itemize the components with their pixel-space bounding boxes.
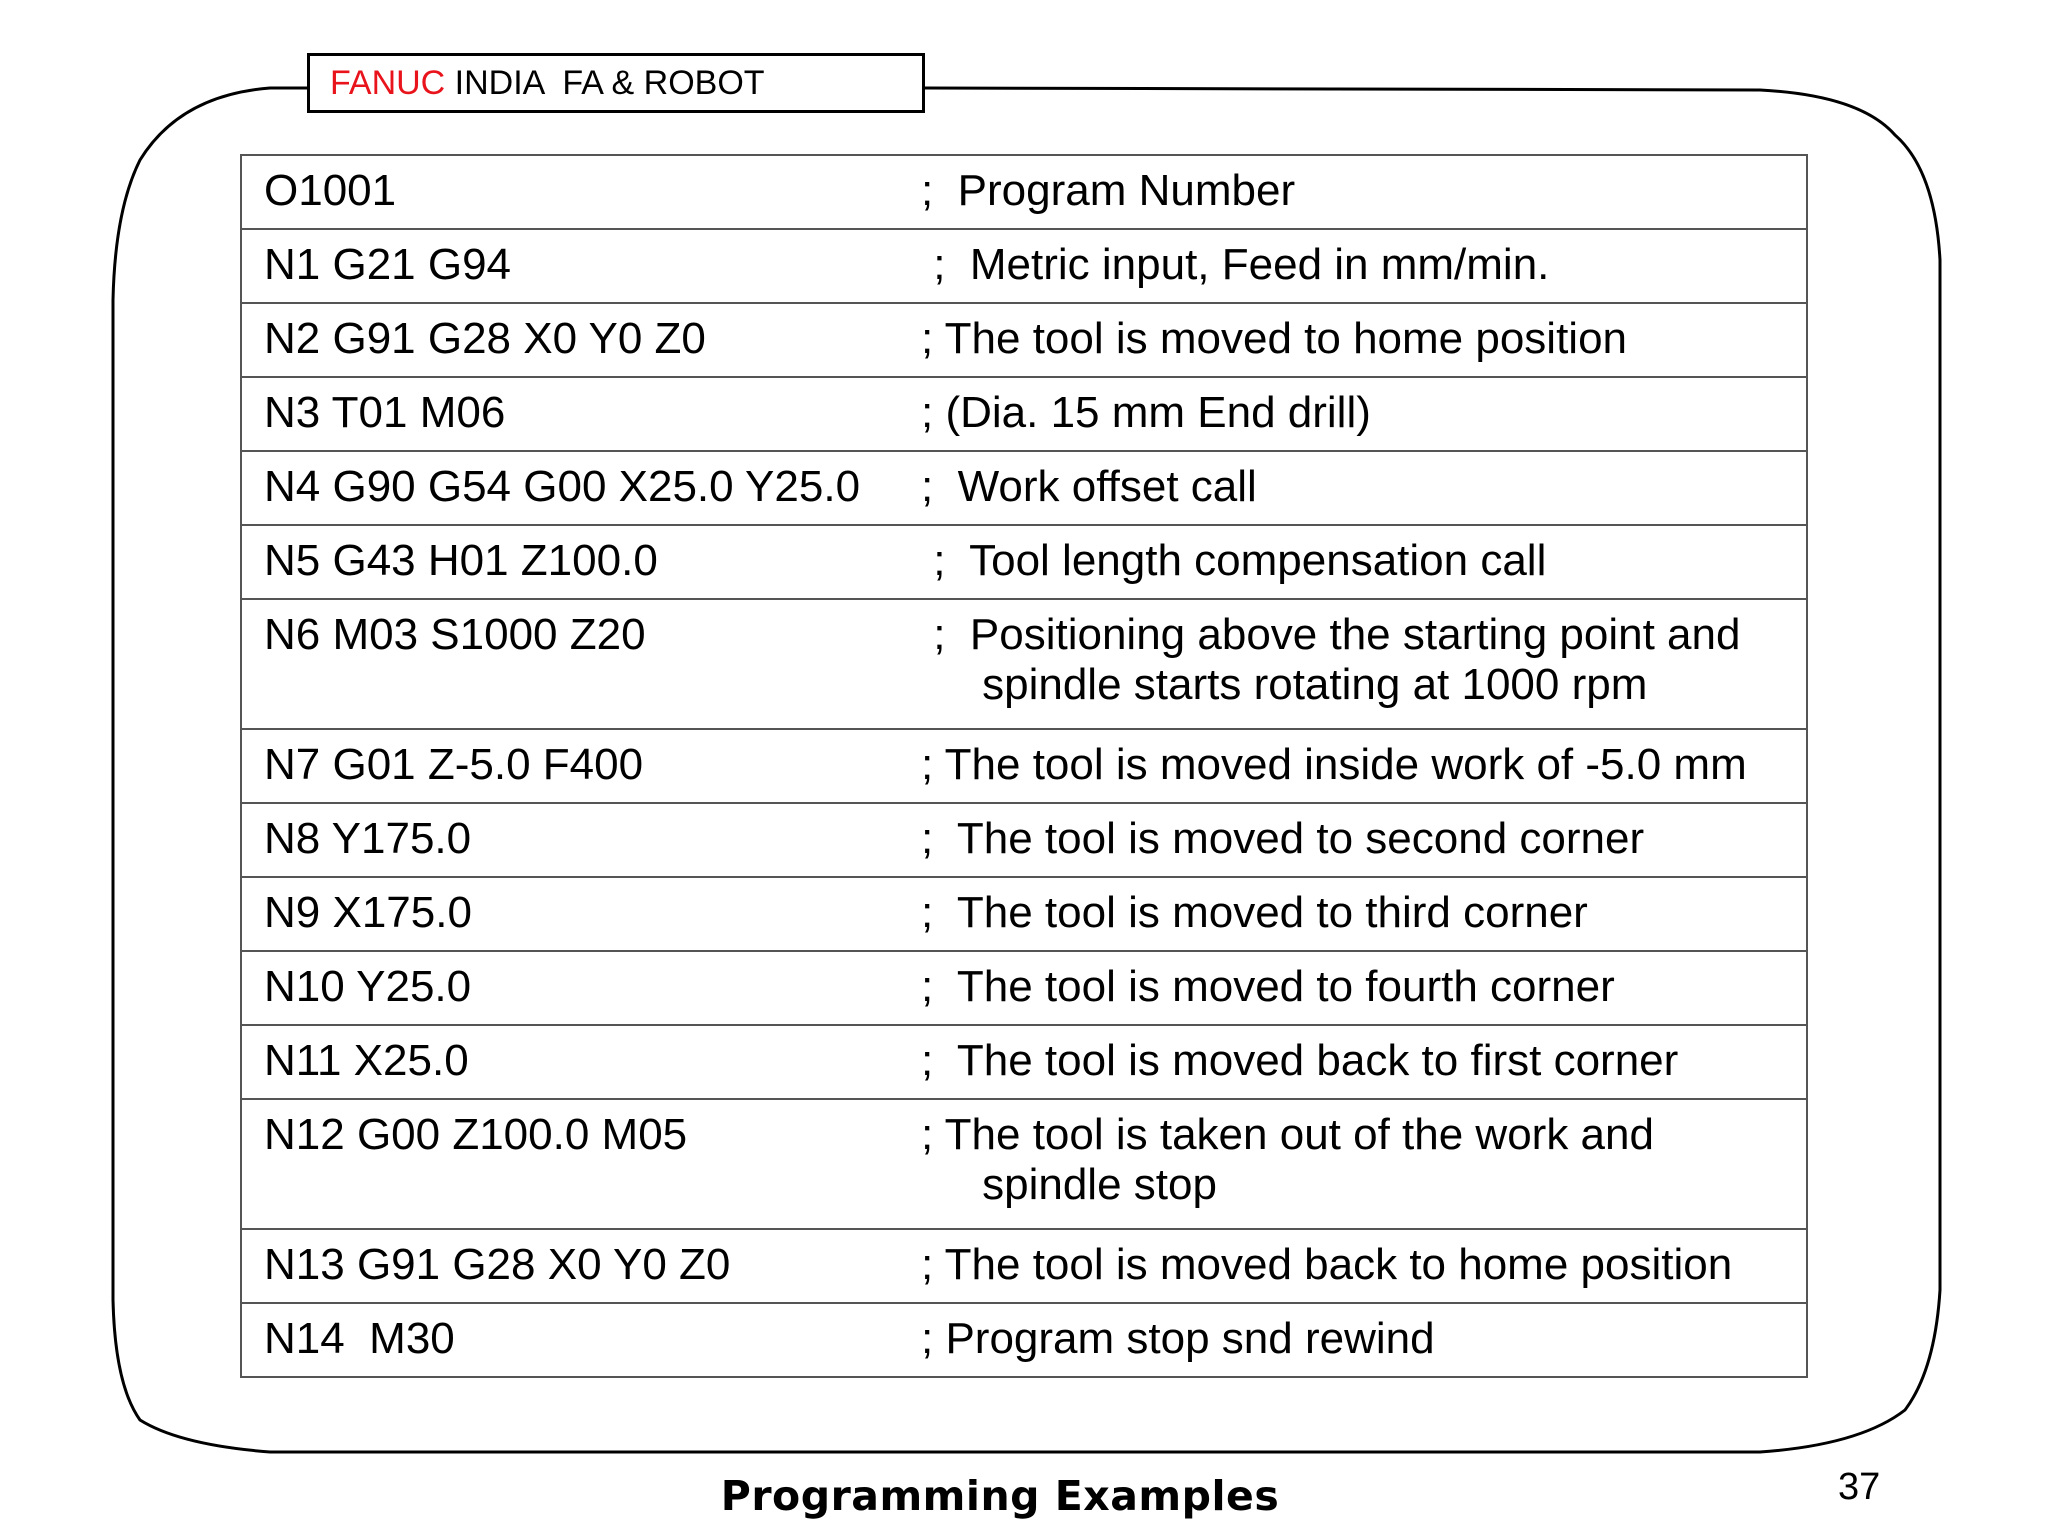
header-subtitle: INDIA FA & ROBOT <box>445 63 765 102</box>
code-cell: N11 X25.0 <box>241 1025 921 1099</box>
cnc-program-table <box>240 154 1808 1378</box>
code-cell: N7 G01 Z-5.0 F400 <box>241 729 921 803</box>
code-cell: N14 M30 <box>241 1303 921 1377</box>
table-row <box>241 1099 1807 1229</box>
table-row <box>241 1229 1807 1303</box>
slide-title: Programming Examples <box>720 1472 1280 1520</box>
comment-cell: ; The tool is moved to home position <box>921 303 1807 377</box>
code-cell: N6 M03 S1000 Z20 <box>241 599 921 729</box>
code-cell: N13 G91 G28 X0 Y0 Z0 <box>241 1229 921 1303</box>
table-row <box>241 1303 1807 1377</box>
code-cell: N9 X175.0 <box>241 877 921 951</box>
code-cell: N10 Y25.0 <box>241 951 921 1025</box>
comment-cell: ; Metric input, Feed in mm/min. <box>921 229 1807 303</box>
code-cell: N4 G90 G54 G00 X25.0 Y25.0 <box>241 451 921 525</box>
code-cell: N12 G00 Z100.0 M05 <box>241 1099 921 1229</box>
comment-cell: ; Program stop snd rewind <box>921 1303 1807 1377</box>
comment-cell: ; The tool is moved back to home position <box>921 1229 1807 1303</box>
code-cell: N2 G91 G28 X0 Y0 Z0 <box>241 303 921 377</box>
table-row <box>241 377 1807 451</box>
table-row <box>241 599 1807 729</box>
header-label-box <box>307 53 925 113</box>
comment-cell: ; (Dia. 15 mm End drill) <box>921 377 1807 451</box>
code-cell: N5 G43 H01 Z100.0 <box>241 525 921 599</box>
code-cell: N3 T01 M06 <box>241 377 921 451</box>
table-row <box>241 1025 1807 1099</box>
comment-cell: ; The tool is moved to fourth corner <box>921 951 1807 1025</box>
table-row <box>241 303 1807 377</box>
table-row <box>241 229 1807 303</box>
comment-cell: ; Tool length compensation call <box>921 525 1807 599</box>
code-cell: N1 G21 G94 <box>241 229 921 303</box>
comment-cell: ; The tool is moved back to first corner <box>921 1025 1807 1099</box>
table-row <box>241 729 1807 803</box>
comment-cell: ; Program Number <box>921 155 1807 229</box>
table-row <box>241 951 1807 1025</box>
table-row <box>241 451 1807 525</box>
comment-cell: ; The tool is moved to second corner <box>921 803 1807 877</box>
table-row <box>241 525 1807 599</box>
code-cell: N8 Y175.0 <box>241 803 921 877</box>
comment-cell: ; Work offset call <box>921 451 1807 525</box>
comment-cell: ; The tool is moved to third corner <box>921 877 1807 951</box>
comment-cell: ; The tool is taken out of the work and spindle stop <box>921 1099 1807 1229</box>
comment-cell: ; The tool is moved inside work of -5.0 mm <box>921 729 1807 803</box>
page-number: 37 <box>1838 1466 1881 1508</box>
table-row <box>241 803 1807 877</box>
brand-name: FANUC <box>330 63 446 102</box>
table-row <box>241 877 1807 951</box>
comment-cell: ; Positioning above the starting point and spindle starts rotating at 1000 rpm <box>921 599 1807 729</box>
table-row <box>241 155 1807 229</box>
code-cell: O1001 <box>241 155 921 229</box>
